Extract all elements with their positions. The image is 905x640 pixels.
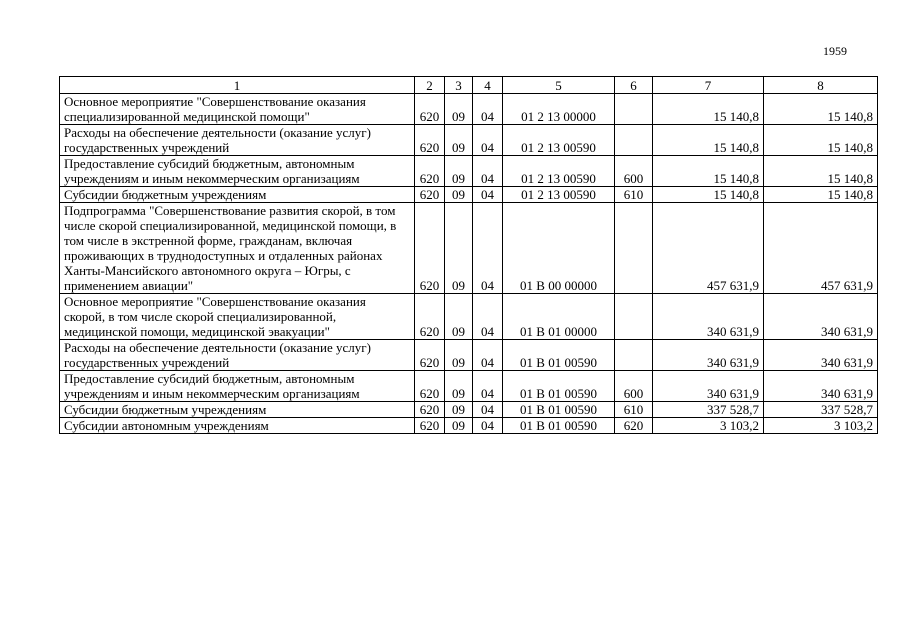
- ministry-code-cell: 620: [415, 94, 445, 125]
- amount-col7-cell: 15 140,8: [653, 94, 764, 125]
- item-name-cell: Расходы на обеспечение деятельности (оказание услуг) государственных учреждений: [60, 340, 415, 371]
- section-code-cell: 09: [445, 125, 473, 156]
- section-code-cell: 09: [445, 203, 473, 294]
- subsection-code-cell: 04: [473, 125, 503, 156]
- section-code-cell: 09: [445, 418, 473, 434]
- expense-type-cell: 600: [615, 156, 653, 187]
- amount-col7-cell: 15 140,8: [653, 125, 764, 156]
- target-article-cell: 01 В 01 00590: [503, 371, 615, 402]
- column-header: 1: [60, 77, 415, 94]
- amount-col8-cell: 15 140,8: [764, 94, 878, 125]
- subsection-code-cell: 04: [473, 156, 503, 187]
- table-row: [60, 371, 878, 402]
- target-article-cell: 01 2 13 00590: [503, 187, 615, 203]
- section-code-cell: 09: [445, 402, 473, 418]
- subsection-code-cell: 04: [473, 294, 503, 340]
- subsection-code-cell: 04: [473, 402, 503, 418]
- item-name-cell: Основное мероприятие "Совершенствование оказания скорой, в том числе скорой специализированной, медицинской помощи, медицинской эвакуации": [60, 294, 415, 340]
- expense-type-cell: [615, 340, 653, 371]
- subsection-code-cell: 04: [473, 340, 503, 371]
- amount-col7-cell: 15 140,8: [653, 187, 764, 203]
- column-header: 7: [653, 77, 764, 94]
- item-name-cell: Расходы на обеспечение деятельности (оказание услуг) государственных учреждений: [60, 125, 415, 156]
- subsection-code-cell: 04: [473, 187, 503, 203]
- column-header: 8: [764, 77, 878, 94]
- target-article-cell: 01 В 00 00000: [503, 203, 615, 294]
- amount-col8-cell: 457 631,9: [764, 203, 878, 294]
- target-article-cell: 01 В 01 00590: [503, 418, 615, 434]
- ministry-code-cell: 620: [415, 402, 445, 418]
- column-header: 6: [615, 77, 653, 94]
- ministry-code-cell: 620: [415, 294, 445, 340]
- expense-type-cell: [615, 203, 653, 294]
- table-row: [60, 418, 878, 434]
- expense-type-cell: 610: [615, 402, 653, 418]
- table-row: [60, 203, 878, 294]
- expense-type-cell: 600: [615, 371, 653, 402]
- item-name-cell: Основное мероприятие "Совершенствование оказания специализированной медицинской помощи": [60, 94, 415, 125]
- item-name-cell: Подпрограмма "Совершенствование развития скорой, в том числе скорой специализированной, медицинской помощи, в том числе в экстренной форме, гражданам, включая проживающих в труднодоступных и отдаленных районах Ханты-Мансийского автономного округа – Югры, с применением авиации": [60, 203, 415, 294]
- section-code-cell: 09: [445, 294, 473, 340]
- ministry-code-cell: 620: [415, 156, 445, 187]
- amount-col7-cell: 340 631,9: [653, 340, 764, 371]
- amount-col7-cell: 15 140,8: [653, 156, 764, 187]
- section-code-cell: 09: [445, 371, 473, 402]
- section-code-cell: 09: [445, 156, 473, 187]
- table-row: [60, 125, 878, 156]
- column-header: 2: [415, 77, 445, 94]
- table-row: [60, 156, 878, 187]
- table-row: [60, 187, 878, 203]
- expense-type-cell: [615, 294, 653, 340]
- subsection-code-cell: 04: [473, 418, 503, 434]
- expense-type-cell: [615, 94, 653, 125]
- amount-col8-cell: 340 631,9: [764, 340, 878, 371]
- expense-type-cell: 620: [615, 418, 653, 434]
- table-header-row: [60, 77, 878, 94]
- table-row: [60, 340, 878, 371]
- expense-type-cell: [615, 125, 653, 156]
- column-header: 5: [503, 77, 615, 94]
- item-name-cell: Субсидии бюджетным учреждениям: [60, 187, 415, 203]
- target-article-cell: 01 2 13 00590: [503, 125, 615, 156]
- subsection-code-cell: 04: [473, 203, 503, 294]
- target-article-cell: 01 2 13 00000: [503, 94, 615, 125]
- section-code-cell: 09: [445, 187, 473, 203]
- table-row: [60, 402, 878, 418]
- section-code-cell: 09: [445, 340, 473, 371]
- target-article-cell: 01 2 13 00590: [503, 156, 615, 187]
- amount-col7-cell: 340 631,9: [653, 371, 764, 402]
- table-row: [60, 294, 878, 340]
- target-article-cell: 01 В 01 00590: [503, 340, 615, 371]
- amount-col8-cell: 337 528,7: [764, 402, 878, 418]
- subsection-code-cell: 04: [473, 371, 503, 402]
- ministry-code-cell: 620: [415, 418, 445, 434]
- amount-col7-cell: 3 103,2: [653, 418, 764, 434]
- ministry-code-cell: 620: [415, 125, 445, 156]
- ministry-code-cell: 620: [415, 340, 445, 371]
- section-code-cell: 09: [445, 94, 473, 125]
- amount-col7-cell: 457 631,9: [653, 203, 764, 294]
- amount-col8-cell: 15 140,8: [764, 125, 878, 156]
- table-row: [60, 94, 878, 125]
- ministry-code-cell: 620: [415, 203, 445, 294]
- amount-col8-cell: 3 103,2: [764, 418, 878, 434]
- ministry-code-cell: 620: [415, 371, 445, 402]
- column-header: 3: [445, 77, 473, 94]
- amount-col8-cell: 340 631,9: [764, 371, 878, 402]
- item-name-cell: Субсидии бюджетным учреждениям: [60, 402, 415, 418]
- amount-col8-cell: 340 631,9: [764, 294, 878, 340]
- subsection-code-cell: 04: [473, 94, 503, 125]
- item-name-cell: Предоставление субсидий бюджетным, автономным учреждениям и иным некоммерческим организациям: [60, 156, 415, 187]
- column-header: 4: [473, 77, 503, 94]
- ministry-code-cell: 620: [415, 187, 445, 203]
- amount-col7-cell: 340 631,9: [653, 294, 764, 340]
- amount-col8-cell: 15 140,8: [764, 187, 878, 203]
- amount-col7-cell: 337 528,7: [653, 402, 764, 418]
- target-article-cell: 01 В 01 00590: [503, 402, 615, 418]
- target-article-cell: 01 В 01 00000: [503, 294, 615, 340]
- expense-type-cell: 610: [615, 187, 653, 203]
- item-name-cell: Предоставление субсидий бюджетным, автономным учреждениям и иным некоммерческим организациям: [60, 371, 415, 402]
- item-name-cell: Субсидии автономным учреждениям: [60, 418, 415, 434]
- amount-col8-cell: 15 140,8: [764, 156, 878, 187]
- budget-table: [59, 76, 878, 434]
- page-number: 1959: [823, 44, 847, 58]
